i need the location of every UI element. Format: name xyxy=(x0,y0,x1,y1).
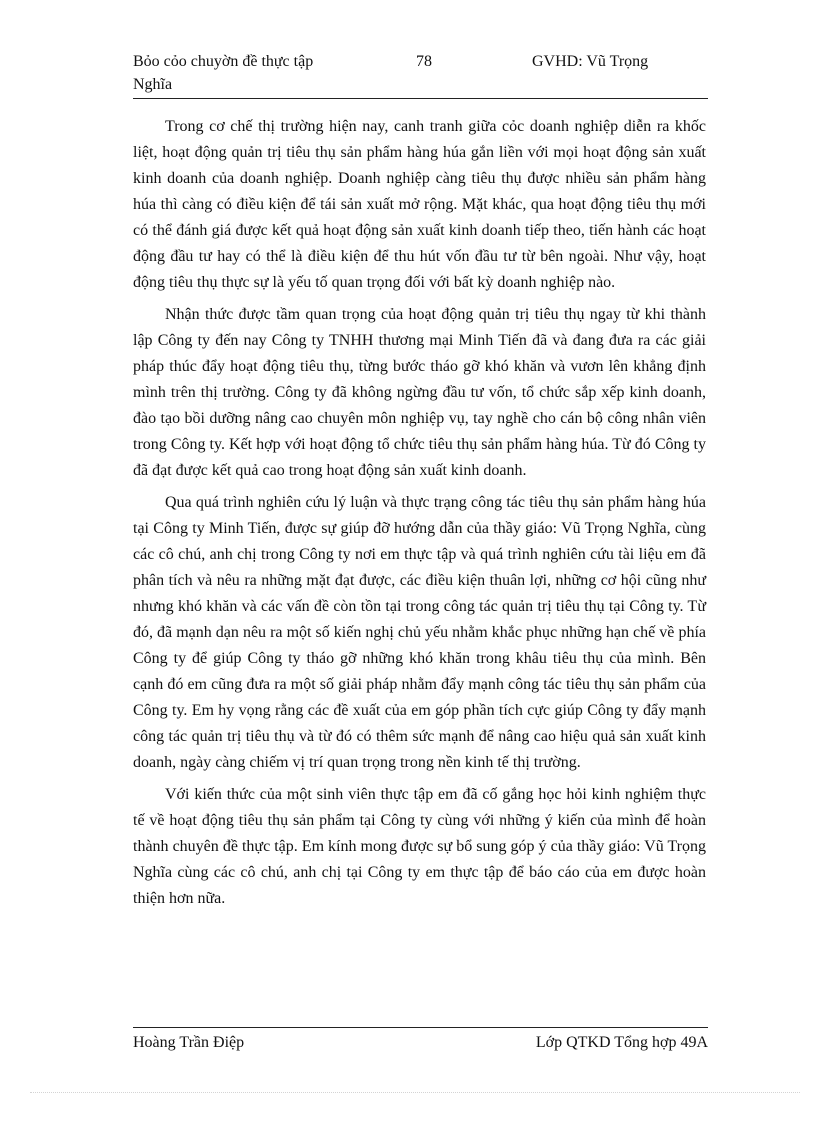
page-header xyxy=(133,50,708,99)
page-footer xyxy=(133,1027,708,1051)
report-title: Bỏo cỏo chuyờn đề thực tập Nghĩa xyxy=(133,53,314,93)
body-text xyxy=(133,114,706,918)
page-number: 78 xyxy=(416,53,432,70)
paragraph-2: Nhận thức được tầm quan trọng của hoạt động quản trị tiêu thụ ngay từ khi thành lập Công ty đến nay Công ty TNHH thương mại Minh Tiến đã và đang đưa ra các giải pháp thúc đẩy hoạt động tiêu thụ, từng bước tháo gỡ khó khăn và vươn lên khẳng định mình trên thị trường. Công ty đã không ngừng đầu tư vốn, tổ chức sắp xếp kinh doanh, đào tạo bồi dưỡng nâng cao chuyên môn nghiệp vụ, tay nghề cho cán bộ công nhân viên trong Công ty. Kết hợp với hoạt động tổ chức tiêu thụ sản phẩm hàng húa. Từ đó Công ty đã đạt được kết quả cao trong hoạt động sản xuất kinh doanh. xyxy=(133,306,706,479)
class-label: Lớp QTKD Tổng hợp 49A xyxy=(535,1034,708,1051)
paragraph-1: Trong cơ chế thị trường hiện nay, canh tranh giữa cỏc doanh nghiệp diễn ra khốc liệt, hoạt động quản trị tiêu thụ sản phẩm hàng húa gắn liền với mọi hoạt động sản xuất kinh doanh của doanh nghiệp. Doanh nghiệp càng tiêu thụ được nhiều sản phẩm hàng húa thì càng có điều kiện để tái sản xuất mở rộng. Mặt khác, qua hoạt động tiêu thụ mới có thể đánh giá được kết quả hoạt động sản xuất kinh doanh tiếp theo, tiến hành các hoạt động đầu tư hay có thể là điều kiện để thu hút vốn đầu tư từ bên ngoài. Như vậy, hoạt động tiêu thụ thực sự là yếu tố quan trọng đối với bất kỳ doanh nghiệp nào. xyxy=(133,118,706,291)
page-bottom-divider xyxy=(30,1092,800,1093)
author-name: Hoàng Trần Điệp xyxy=(133,1034,245,1051)
paragraph-4: Với kiến thức của một sinh viên thực tập em đã cố gắng học hỏi kinh nghiệm thực tế về hoạt động tiêu thụ sản phẩm tại Công ty cùng với những ý kiến của mình để hoàn thành chuyên đề thực tập. Em kính mong được sự bổ sung góp ý của thầy giáo: Vũ Trọng Nghĩa cùng các cô chú, anh chị tại Công ty em thực tập để báo cáo của em được hoàn thiện hơn nữa. xyxy=(133,786,706,907)
paragraph-3: Qua quá trình nghiên cứu lý luận và thực trạng công tác tiêu thụ sản phẩm hàng húa tại Công ty Minh Tiến, được sự giúp đỡ hướng dẫn của thầy giáo: Vũ Trọng Nghĩa, cùng các cô chú, anh chị trong Công ty nơi em thực tập và quá trình nghiên cứu tài liệu em đã phân tích và nêu ra những mặt đạt được, các điều kiện thuân lợi, những cơ hội cũng như nhưng khó khăn và các vấn đề còn tồn tại trong công tác quản trị tiêu thụ tại Công ty. Từ đó, đã mạnh dạn nêu ra một số kiến nghị chủ yếu nhằm khắc phục những hạn chế về phía Công ty để giúp Công ty tháo gỡ những khó khăn trong khâu tiêu thụ của mình. Bên cạnh đó em cũng đưa ra một số giải pháp nhằm đẩy mạnh công tác tiêu thụ sản phẩm của Công ty. Em hy vọng rằng các đề xuất của em góp phần tích cực giúp Công ty đẩy mạnh công tác quản trị tiêu thụ và từ đó có thêm sức mạnh để nâng cao hiệu quả sản xuất kinh doanh, ngày càng chiếm vị trí quan trọng trong nền kinh tế thị trường. xyxy=(133,494,706,771)
advisor-label: GVHD: Vũ Trọng xyxy=(532,53,649,70)
